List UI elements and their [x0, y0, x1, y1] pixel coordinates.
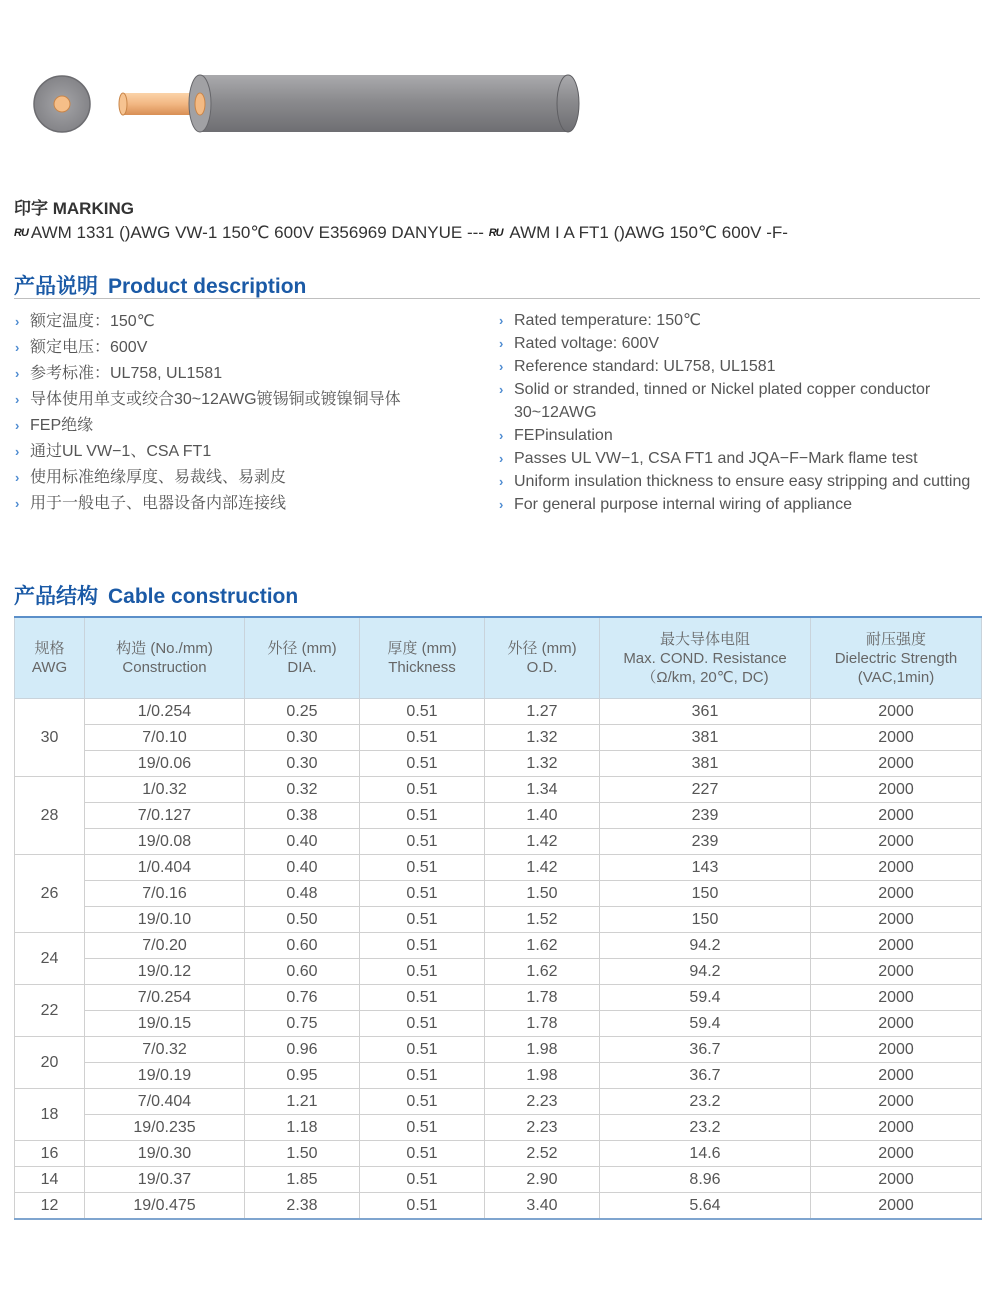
table-cell: 0.51 [360, 933, 485, 959]
table-cell: 150 [600, 881, 811, 907]
table-cell: 3.40 [485, 1193, 600, 1220]
cable-illustration [0, 0, 1000, 170]
description-list-cn [14, 309, 484, 517]
awg-cell: 12 [15, 1193, 85, 1220]
table-cell: 0.60 [245, 959, 360, 985]
table-cell: 2000 [811, 985, 982, 1011]
table-cell: 7/0.254 [85, 985, 245, 1011]
table-cell: 0.48 [245, 881, 360, 907]
table-cell: 59.4 [600, 1011, 811, 1037]
table-cell: 0.51 [360, 1037, 485, 1063]
table-row [15, 959, 982, 985]
table-cell: 1.78 [485, 1011, 600, 1037]
table-cell: 7/0.32 [85, 1037, 245, 1063]
chevron-right-icon: › [499, 428, 504, 443]
description-item-text: 用于一般电子、电器设备内部连接线 [30, 495, 287, 512]
table-cell: 143 [600, 855, 811, 881]
column-header-line: 最大导体电阻 [659, 630, 750, 648]
table-cell: 0.51 [360, 1063, 485, 1089]
table-row [15, 1167, 982, 1193]
table-row [15, 985, 982, 1011]
column-header-line: Thickness [388, 659, 456, 676]
table-cell: 2000 [811, 1115, 982, 1141]
table-row [15, 1193, 982, 1220]
table-row [15, 1089, 982, 1115]
description-item-text: 使用标准绝缘厚度、易裁线、易剥皮 [30, 469, 287, 486]
description-item-text: 参考标准：UL758, UL1581 [30, 365, 223, 382]
awg-cell: 30 [15, 699, 85, 777]
table-cell: 1.32 [485, 725, 600, 751]
column-header-line: (VAC,1min) [857, 668, 935, 686]
table-cell: 2000 [811, 933, 982, 959]
table-cell: 2.52 [485, 1141, 600, 1167]
section-title-en: Product description [108, 275, 307, 298]
table-row [15, 1115, 982, 1141]
awg-cell: 26 [15, 855, 85, 933]
ul-recognized-logo: RU [14, 227, 28, 239]
table-cell: 0.30 [245, 725, 360, 751]
table-cell: 19/0.37 [85, 1167, 245, 1193]
description-item-text: Solid or stranded, tinned or Nickel plated copper conductor 30~12AWG [514, 381, 931, 421]
table-cell: 2000 [811, 1063, 982, 1089]
table-row [15, 881, 982, 907]
table-cell: 1.18 [245, 1115, 360, 1141]
table-row [15, 1141, 982, 1167]
table-cell: 0.51 [360, 803, 485, 829]
table-cell: 1.27 [485, 699, 600, 725]
awg-cell: 14 [15, 1167, 85, 1193]
table-cell: 19/0.12 [85, 959, 245, 985]
table-cell: 7/0.16 [85, 881, 245, 907]
table-cell: 0.38 [245, 803, 360, 829]
description-item-text: Uniform insulation thickness to ensure easy stripping and cutting [514, 473, 971, 490]
table-cell: 1.40 [485, 803, 600, 829]
description-list-en [498, 309, 988, 516]
marking-text-part2: AWM I A FT1 ()AWG 150℃ 600V -F- [505, 223, 788, 242]
table-cell: 2000 [811, 1193, 982, 1220]
awg-cell: 24 [15, 933, 85, 985]
table-row [15, 829, 982, 855]
column-header-line: DIA. [287, 659, 317, 676]
section-title-en: Cable construction [108, 585, 299, 608]
table-cell: 14.6 [600, 1141, 811, 1167]
section-divider [14, 298, 980, 299]
column-header-line: Construction [122, 659, 207, 676]
table-cell: 1.50 [245, 1141, 360, 1167]
table-cell: 7/0.20 [85, 933, 245, 959]
table-row [15, 803, 982, 829]
description-item [498, 424, 988, 447]
column-header-line: 耐压强度 [865, 630, 926, 648]
table-cell: 7/0.404 [85, 1089, 245, 1115]
table-cell: 2000 [811, 1011, 982, 1037]
table-cell: 2000 [811, 829, 982, 855]
table-cell: 2000 [811, 881, 982, 907]
chevron-right-icon: › [499, 313, 504, 328]
table-cell: 19/0.475 [85, 1193, 245, 1220]
chevron-right-icon: › [15, 444, 20, 459]
description-item [498, 447, 988, 470]
table-cell: 19/0.08 [85, 829, 245, 855]
table-cell: 19/0.30 [85, 1141, 245, 1167]
table-cell: 0.51 [360, 1193, 485, 1220]
table-header-row [15, 617, 982, 699]
table-row [15, 907, 982, 933]
column-header-line: 构造 (No./mm) [116, 640, 213, 657]
chevron-right-icon: › [15, 314, 20, 329]
column-header [485, 617, 600, 699]
awg-cell: 22 [15, 985, 85, 1037]
table-cell: 381 [600, 751, 811, 777]
table-cell: 2000 [811, 803, 982, 829]
cable-side-view [119, 75, 579, 132]
column-header [245, 617, 360, 699]
table-cell: 0.30 [245, 751, 360, 777]
marking-text [14, 223, 788, 243]
table-cell: 2.23 [485, 1089, 600, 1115]
awg-cell: 16 [15, 1141, 85, 1167]
column-header [600, 617, 811, 699]
column-header-line: Max. COND. Resistance [623, 649, 787, 667]
ul-recognized-logo: RU [488, 227, 503, 239]
table-cell: 2000 [811, 751, 982, 777]
table-cell: 23.2 [600, 1115, 811, 1141]
table-cell: 0.32 [245, 777, 360, 803]
chevron-right-icon: › [15, 496, 20, 511]
table-cell: 2000 [811, 1037, 982, 1063]
table-cell: 36.7 [600, 1037, 811, 1063]
column-header-line: （Ω/km, 20℃, DC) [641, 668, 769, 686]
table-cell: 19/0.19 [85, 1063, 245, 1089]
table-cell: 2000 [811, 1089, 982, 1115]
description-item [14, 387, 484, 413]
table-cell: 1.78 [485, 985, 600, 1011]
table-cell: 0.60 [245, 933, 360, 959]
table-cell: 0.50 [245, 907, 360, 933]
column-header-line: 外径 (mm) [267, 640, 337, 657]
description-item [498, 493, 988, 516]
table-cell: 7/0.10 [85, 725, 245, 751]
column-header-line: Dielectric Strength [834, 649, 958, 667]
table-cell: 1.50 [485, 881, 600, 907]
description-item-text: Rated voltage: 600V [514, 335, 659, 352]
table-cell: 1/0.404 [85, 855, 245, 881]
description-item-text: Reference standard: UL758, UL1581 [514, 358, 776, 375]
table-cell: 59.4 [600, 985, 811, 1011]
marking-title: 印字 MARKING [14, 199, 134, 218]
table-cell: 94.2 [600, 959, 811, 985]
table-cell: 2000 [811, 725, 982, 751]
table-cell: 0.76 [245, 985, 360, 1011]
awg-cell: 18 [15, 1089, 85, 1141]
table-cell: 1.98 [485, 1037, 600, 1063]
description-item-text: For general purpose internal wiring of appliance [514, 496, 852, 513]
chevron-right-icon: › [499, 359, 504, 374]
table-cell: 1.34 [485, 777, 600, 803]
table-cell: 1.32 [485, 751, 600, 777]
column-header [811, 617, 982, 699]
column-header-line: O.D. [526, 659, 558, 676]
table-cell: 2000 [811, 1167, 982, 1193]
table-row [15, 751, 982, 777]
table-row [15, 699, 982, 725]
table-cell: 2000 [811, 1141, 982, 1167]
chevron-right-icon: › [499, 497, 504, 512]
table-cell: 0.40 [245, 855, 360, 881]
chevron-right-icon: › [15, 340, 20, 355]
column-header-line: 规格 [34, 640, 65, 657]
table-cell: 36.7 [600, 1063, 811, 1089]
table-cell: 19/0.10 [85, 907, 245, 933]
table-row [15, 1037, 982, 1063]
column-header [360, 617, 485, 699]
table-cell: 150 [600, 907, 811, 933]
table-cell: 0.75 [245, 1011, 360, 1037]
chevron-right-icon: › [15, 418, 20, 433]
table-cell: 0.51 [360, 1167, 485, 1193]
cable-construction-table [14, 616, 982, 1220]
table-cell: 0.51 [360, 1011, 485, 1037]
table-cell: 239 [600, 803, 811, 829]
table-cell: 19/0.15 [85, 1011, 245, 1037]
table-cell: 2.38 [245, 1193, 360, 1220]
table-cell: 23.2 [600, 1089, 811, 1115]
table-cell: 1/0.254 [85, 699, 245, 725]
table-cell: 0.96 [245, 1037, 360, 1063]
description-item-text: FEP绝缘 [30, 417, 94, 434]
description-item [498, 355, 988, 378]
awg-cell: 28 [15, 777, 85, 855]
column-header [85, 617, 245, 699]
table-cell: 1/0.32 [85, 777, 245, 803]
column-header-line: AWG [31, 659, 68, 676]
description-item [14, 335, 484, 361]
description-item-text: FEPinsulation [514, 427, 613, 444]
description-item [14, 413, 484, 439]
table-cell: 0.51 [360, 907, 485, 933]
description-item [14, 465, 484, 491]
chevron-right-icon: › [499, 382, 504, 397]
table-row [15, 1063, 982, 1089]
table-cell: 381 [600, 725, 811, 751]
table-cell: 1.52 [485, 907, 600, 933]
table-body [15, 699, 982, 1220]
product-description-title [14, 270, 306, 300]
table-cell: 239 [600, 829, 811, 855]
table-cell: 0.51 [360, 1115, 485, 1141]
description-item [498, 309, 988, 332]
table-cell: 5.64 [600, 1193, 811, 1220]
table-cell: 2000 [811, 777, 982, 803]
description-item-text: 导体使用单支或绞合30~12AWG镀锡铜或镀镍铜导体 [30, 391, 401, 408]
table-cell: 1.42 [485, 829, 600, 855]
table-row [15, 933, 982, 959]
table-row [15, 725, 982, 751]
description-item [498, 332, 988, 355]
section-title-cn: 产品说明 [14, 275, 98, 298]
table-row [15, 855, 982, 881]
table-cell: 0.51 [360, 985, 485, 1011]
description-item-text: 额定电压：600V [30, 339, 148, 356]
table-cell: 0.95 [245, 1063, 360, 1089]
table-cell: 0.51 [360, 829, 485, 855]
table-cell: 19/0.06 [85, 751, 245, 777]
table-cell: 1.62 [485, 933, 600, 959]
table-cell: 1.42 [485, 855, 600, 881]
table-cell: 2000 [811, 855, 982, 881]
description-item-text: Passes UL VW−1, CSA FT1 and JQA−F−Mark flame test [514, 450, 918, 467]
awg-cell: 20 [15, 1037, 85, 1089]
table-cell: 0.51 [360, 1141, 485, 1167]
table-cell: 94.2 [600, 933, 811, 959]
description-item [498, 378, 988, 424]
table-row [15, 1011, 982, 1037]
cable-cross-section [34, 76, 90, 132]
chevron-right-icon: › [499, 474, 504, 489]
table-cell: 0.40 [245, 829, 360, 855]
table-cell: 1.85 [245, 1167, 360, 1193]
column-header-line: 厚度 (mm) [387, 640, 457, 657]
column-header [15, 617, 85, 699]
chevron-right-icon: › [499, 336, 504, 351]
chevron-right-icon: › [15, 470, 20, 485]
table-cell: 7/0.127 [85, 803, 245, 829]
table-cell: 2000 [811, 699, 982, 725]
table-cell: 2.23 [485, 1115, 600, 1141]
table-cell: 2000 [811, 959, 982, 985]
cable-construction-title [14, 580, 298, 610]
table-cell: 1.21 [245, 1089, 360, 1115]
description-item [498, 470, 988, 493]
table-cell: 1.98 [485, 1063, 600, 1089]
description-item [14, 491, 484, 517]
table-cell: 2000 [811, 907, 982, 933]
description-item-text: Rated temperature: 150℃ [514, 312, 701, 329]
table-cell: 0.51 [360, 1089, 485, 1115]
chevron-right-icon: › [15, 366, 20, 381]
description-item [14, 309, 484, 335]
table-cell: 0.51 [360, 855, 485, 881]
description-item [14, 439, 484, 465]
table-cell: 0.51 [360, 959, 485, 985]
description-item [14, 361, 484, 387]
table-cell: 1.62 [485, 959, 600, 985]
description-item-text: 额定温度：150℃ [30, 313, 155, 330]
table-cell: 0.51 [360, 725, 485, 751]
chevron-right-icon: › [15, 392, 20, 407]
chevron-right-icon: › [499, 451, 504, 466]
table-cell: 361 [600, 699, 811, 725]
marking-text-part1: AWM 1331 ()AWG VW-1 150℃ 600V E356969 DANYUE --- [30, 223, 489, 242]
table-cell: 0.51 [360, 699, 485, 725]
description-item-text: 通过UL VW−1、CSA FT1 [30, 443, 212, 460]
table-cell: 0.51 [360, 881, 485, 907]
table-cell: 8.96 [600, 1167, 811, 1193]
section-title-cn: 产品结构 [14, 585, 98, 608]
table-row [15, 777, 982, 803]
table-cell: 227 [600, 777, 811, 803]
column-header-line: 外径 (mm) [507, 640, 577, 657]
table-cell: 0.51 [360, 751, 485, 777]
table-cell: 0.25 [245, 699, 360, 725]
table-cell: 2.90 [485, 1167, 600, 1193]
table-cell: 19/0.235 [85, 1115, 245, 1141]
table-cell: 0.51 [360, 777, 485, 803]
